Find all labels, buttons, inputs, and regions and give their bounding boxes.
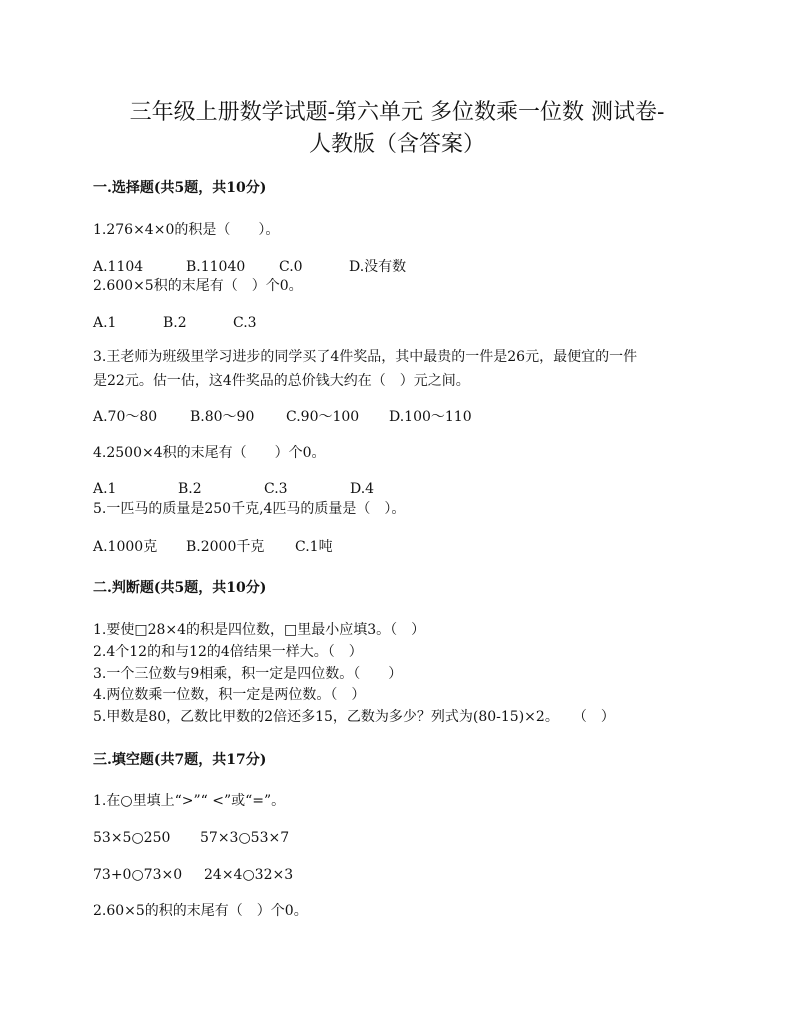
question-2-stem: 2.600×5积的末尾有（ ）个0。 xyxy=(93,278,303,294)
option-b: B.2000千克 xyxy=(186,539,265,555)
option-a: A.1 xyxy=(93,481,117,497)
option-b: B.2 xyxy=(178,481,202,497)
page-title-line1: 三年级上册数学试题-第六单元 多位数乘一位数 测试卷- xyxy=(129,100,665,125)
compare-expression: 53×5○250 xyxy=(93,830,171,846)
option-a: A.1000克 xyxy=(93,539,158,555)
judge-item-2: 2.4个12的和与12的4倍结果一样大。（ ） xyxy=(93,644,363,660)
section1-heading: 一.选择题(共5题，共10分) xyxy=(93,180,267,196)
option-d: D.4 xyxy=(350,481,375,497)
option-d: D.没有数 xyxy=(349,259,407,275)
compare-expression: 57×3○53×7 xyxy=(200,830,290,846)
question-4-stem: 4.2500×4积的末尾有（ ）个0。 xyxy=(93,445,326,461)
question-1-stem: 1.276×4×0的积是（ ）。 xyxy=(93,222,280,238)
option-c: C.1吨 xyxy=(295,539,333,555)
option-b: B.11040 xyxy=(186,259,246,275)
judge-item-5: 5.甲数是80，乙数比甲数的2倍还多15，乙数为多少？列式为(80-15)×2。 （ ） xyxy=(93,709,615,725)
fill-question-2-stem: 2.60×5的积的末尾有（ ）个0。 xyxy=(93,903,308,919)
option-c: C.0 xyxy=(279,259,303,275)
option-a: A.1 xyxy=(93,315,117,331)
fill-question-1-stem: 1.在○里填上“>”“ <”或“=”。 xyxy=(93,793,286,809)
judge-item-3: 3.一个三位数与9相乘，积一定是四位数。（ ） xyxy=(93,666,403,682)
option-a: A.70～80 xyxy=(93,409,158,425)
option-b: B.80～90 xyxy=(190,409,255,425)
judge-item-4: 4.两位数乘一位数，积一定是两位数。（ ） xyxy=(93,687,366,703)
option-a: A.1104 xyxy=(93,259,144,275)
section2-heading: 二.判断题(共5题，共10分) xyxy=(93,580,267,596)
question-5-stem: 5.一匹马的质量是250千克,4匹马的质量是（ ）。 xyxy=(93,501,406,517)
option-c: C.3 xyxy=(233,315,257,331)
compare-expression: 24×4○32×3 xyxy=(204,867,294,883)
section3-heading: 三.填空题(共7题，共17分) xyxy=(93,752,267,768)
option-b: B.2 xyxy=(163,315,187,331)
option-d: D.100～110 xyxy=(389,409,472,425)
compare-expression: 73+0○73×0 xyxy=(93,867,183,883)
question-3-stem-line2: 是22元。估一估，这4件奖品的总价钱大约在（ ）元之间。 xyxy=(93,373,470,389)
judge-item-1: 1.要使□28×4的积是四位数，□里最小应填3。（ ） xyxy=(93,622,426,638)
question-3-stem-line1: 3.王老师为班级里学习进步的同学买了4件奖品，其中最贵的一件是26元，最便宜的一件 xyxy=(93,349,638,365)
option-c: C.90～100 xyxy=(286,409,360,425)
option-c: C.3 xyxy=(264,481,288,497)
page-title-line2: 人教版（含答案） xyxy=(308,132,485,157)
